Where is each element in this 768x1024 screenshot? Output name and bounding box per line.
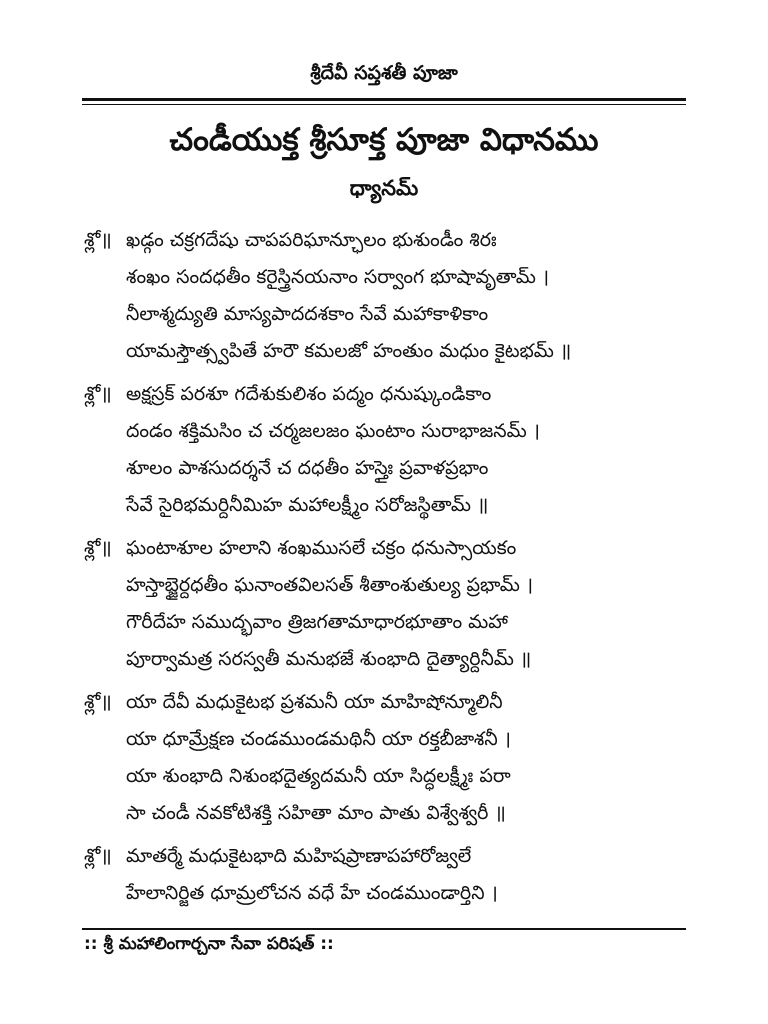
main-title: చండీయుక్త శ్రీసూక్త పూజా విధానము bbox=[169, 122, 599, 158]
verse-line: దండం శక్తిమసిం చ చర్మజలజం ఘంటాం సురాభాజనమ్ । bbox=[126, 420, 540, 442]
verse-line: నీలాశ్మద్యుతి మాస్యపాదదశకాం సేవే మహాకాళికాం bbox=[126, 303, 489, 325]
verse-block bbox=[84, 684, 694, 832]
footer-text: :: శ్రీ మహాలింగార్చనా సేవా పరిషత్ :: bbox=[84, 934, 334, 954]
verse-block bbox=[84, 222, 694, 370]
verse-line: ఘంటాశూల హలాని శంఖముసలే చక్రం ధనుస్సాయకం bbox=[126, 537, 517, 559]
verse-block bbox=[84, 838, 694, 912]
verse-line: పూర్వామత్ర సరస్వతీ మనుభజే శుంభాది దైత్యార్దినీమ్ ॥ bbox=[126, 648, 532, 670]
verse-line: యా శుంభాది నిశుంభదైత్యదమనీ యా సిద్ధలక్ష్మీః పరా bbox=[126, 765, 511, 787]
verse-list bbox=[84, 222, 694, 918]
header-rule-thin bbox=[82, 104, 686, 105]
header-rule-thick bbox=[82, 98, 686, 101]
verse-marker: శ్లో॥ bbox=[84, 537, 112, 559]
verse-line: హేలానిర్జిత ధూమ్రలోచన వధే హే చండముండార్తిని । bbox=[126, 882, 498, 904]
verse-marker: శ్లో॥ bbox=[84, 383, 112, 405]
verse-line: యా ధూమ్రేక్షణ చండముండమథినీ యా రక్తబీజాశనీ । bbox=[126, 728, 511, 750]
verse-marker: శ్లో॥ bbox=[84, 845, 112, 867]
verse-line: సేవే సైరిభమర్దినీమిహ మహాలక్ష్మీం సరోజస్థితామ్ ॥ bbox=[126, 494, 489, 516]
verse-line: యామస్తౌత్స్వపితే హరౌ కమలజో హంతుం మధుం కైటభమ్ ॥ bbox=[126, 340, 572, 362]
verse-block bbox=[84, 530, 694, 678]
verse-line: హస్తాబ్జైర్దధతీం ఘనాంతవిలసత్ శీతాంశుతుల్య ప్రభామ్ । bbox=[126, 574, 534, 596]
verse-marker: శ్లో॥ bbox=[84, 229, 112, 251]
footer-rule bbox=[82, 928, 686, 930]
verse-line: మాతర్మే మధుకైటభాది మహిషప్రాణాపహారోజ్వలే bbox=[126, 845, 472, 867]
verse-line: అక్షస్రక్ పరశూ గదేశుకులిశం పద్మం ధనుష్కుండికాం bbox=[126, 383, 492, 405]
verse-line: యా దేవీ మధుకైటభ ప్రశమనీ యా మాహిషోన్మూలినీ bbox=[126, 691, 503, 713]
verse-line: శంఖం సందధతీం కరైస్త్రినయనాం సర్వాంగ భూషావృతామ్ । bbox=[126, 266, 550, 288]
verse-line: సా చండీ నవకోటిశక్తి సహితా మాం పాతు విశ్వేశ్వరీ ॥ bbox=[126, 802, 506, 824]
verse-line: శూలం పాశసుదర్శనే చ దధతీం హస్తైః ప్రవాళప్రభాం bbox=[126, 457, 489, 479]
verse-marker: శ్లో॥ bbox=[84, 691, 112, 713]
verse-line: గౌరీదేహ సముద్భవాం త్రిజగతామాధారభూతాం మహా bbox=[126, 611, 508, 633]
sub-title: ధ్యానమ్ bbox=[349, 176, 419, 200]
page-header-title: శ్రీదేవీ సప్తశతీ పూజా bbox=[310, 62, 458, 84]
verse-block bbox=[84, 376, 694, 524]
verse-line: ఖడ్గం చక్రగదేషు చాపపరిఘాన్ఛూలం భుశుండీం శిరః bbox=[126, 229, 497, 251]
